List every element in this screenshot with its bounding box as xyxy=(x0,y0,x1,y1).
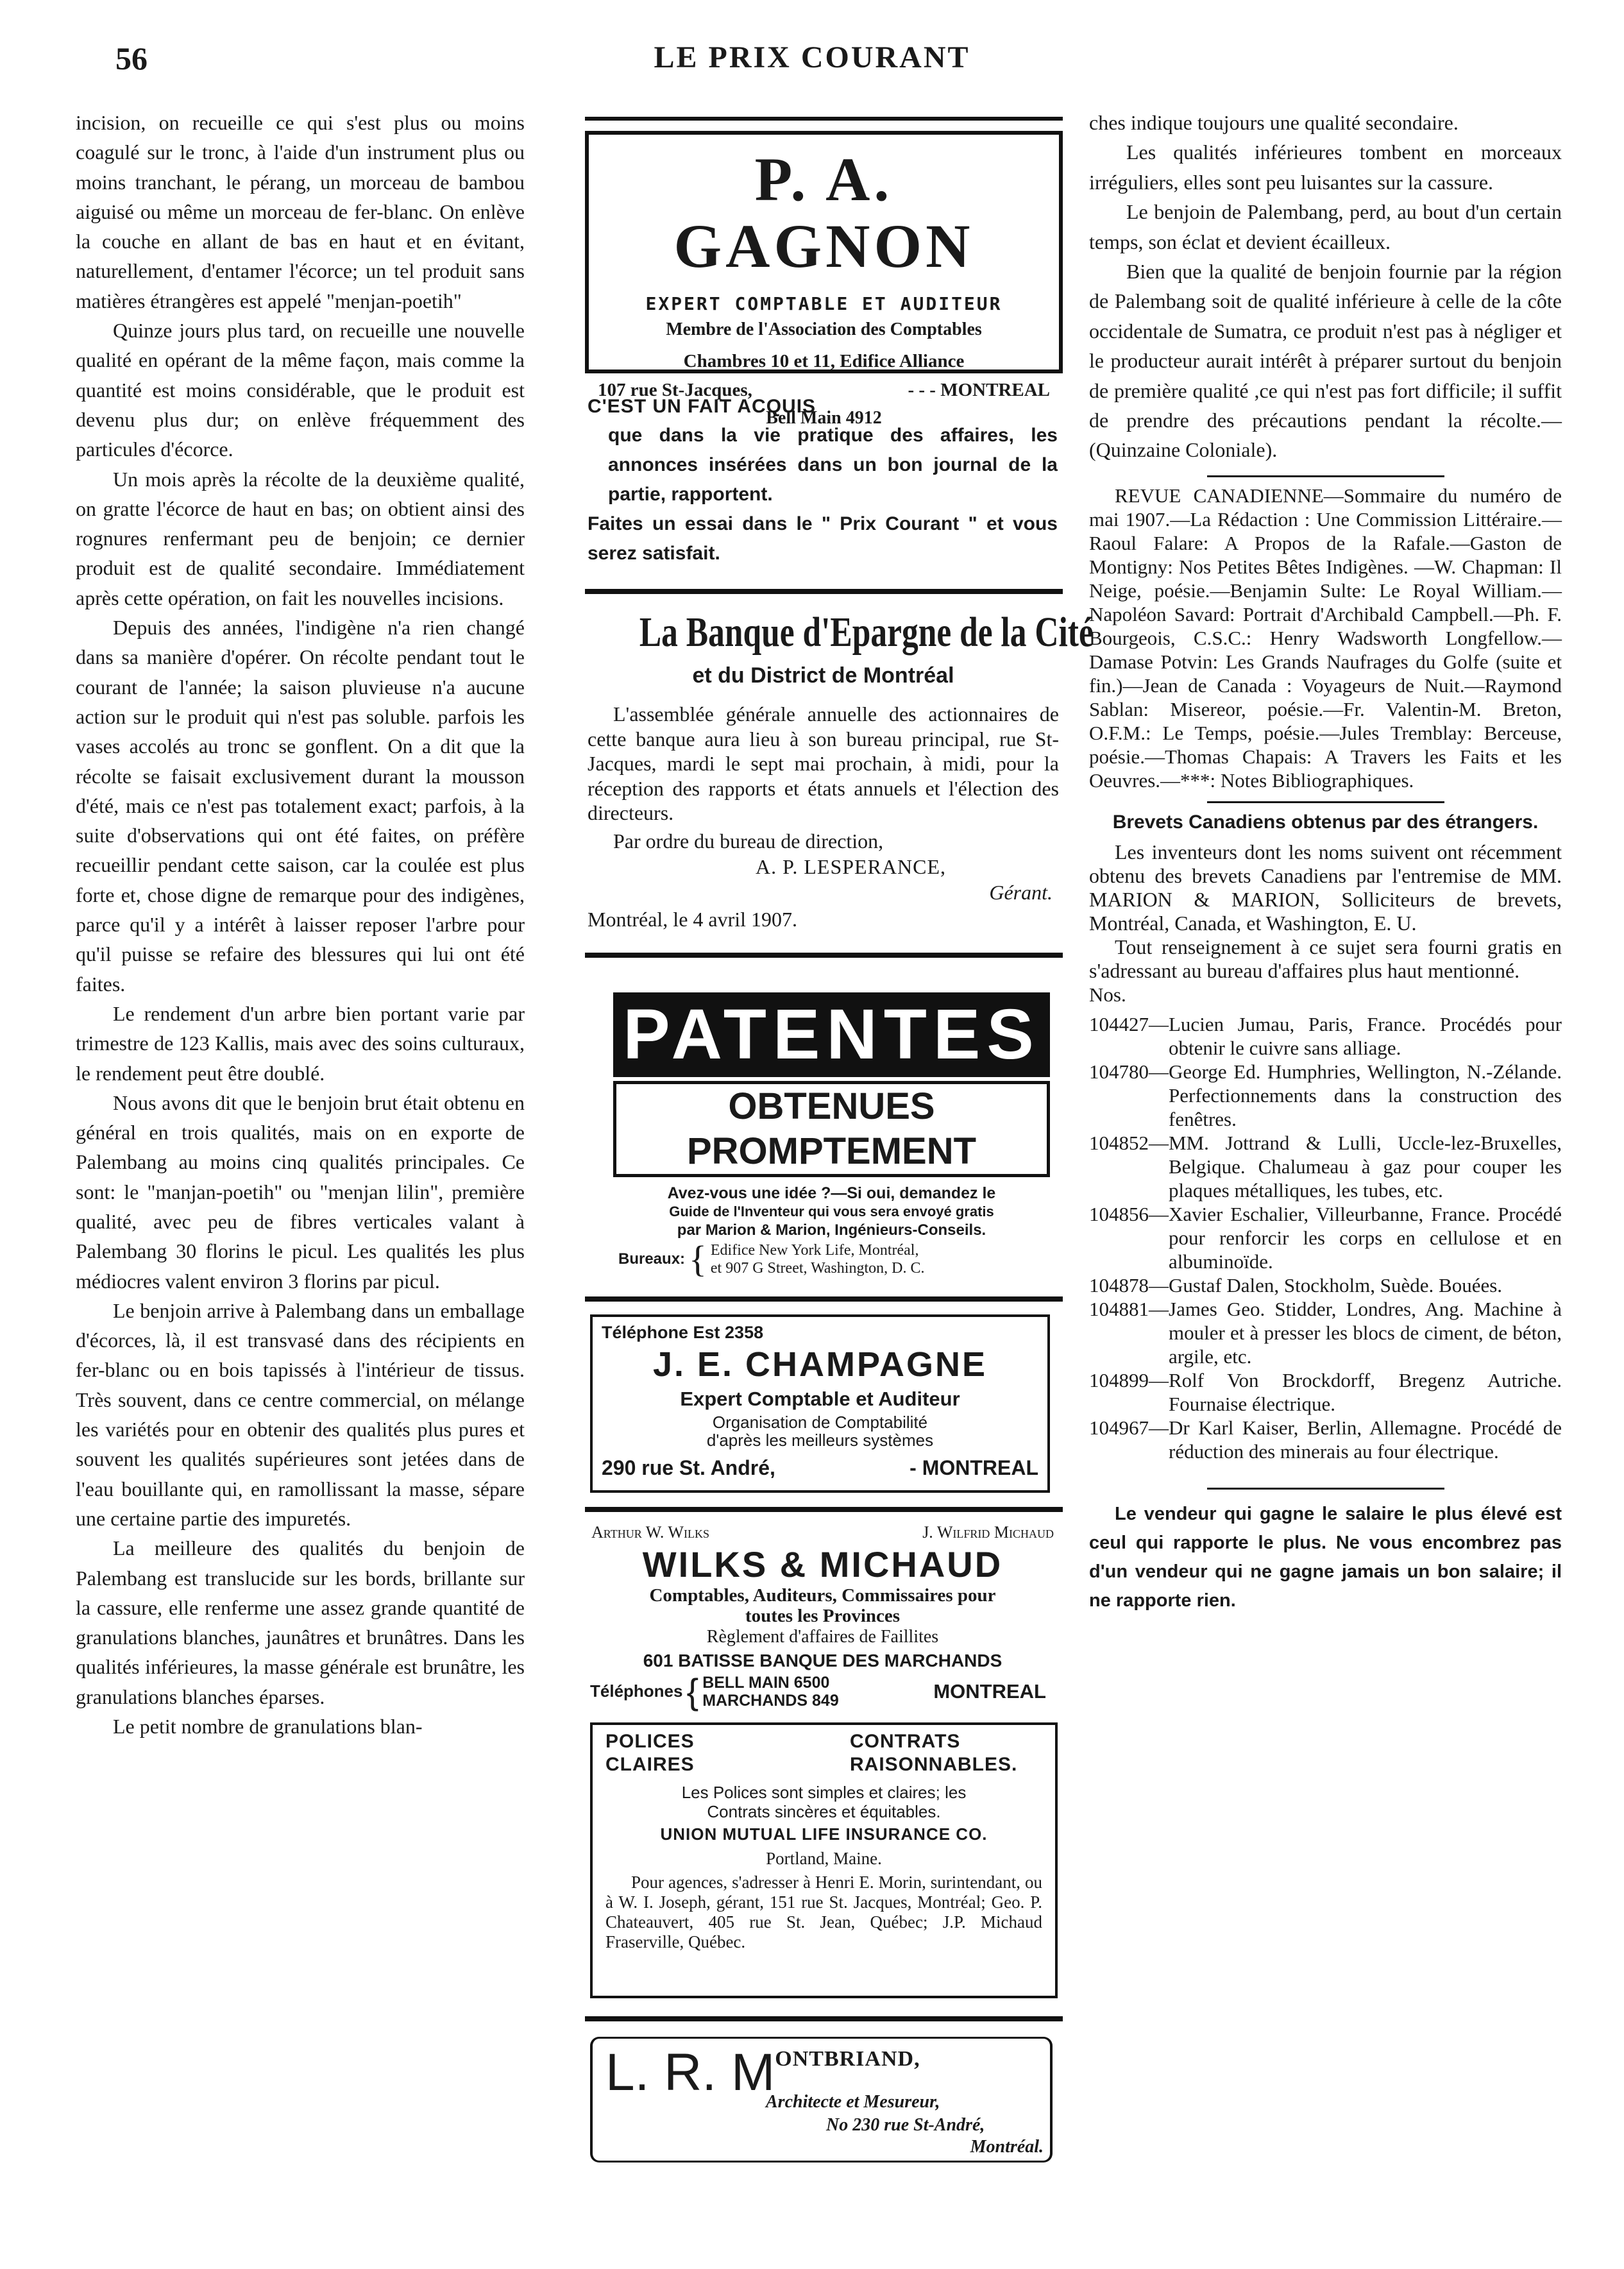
patent-text: Dr Karl Kaiser, Berlin, Allemagne. Procédé de réduction des minerais au four électrique. xyxy=(1169,1416,1562,1463)
banque-role: Gérant. xyxy=(989,880,1053,904)
champagne-street: 290 rue St. André, xyxy=(602,1456,775,1479)
patent-item xyxy=(1089,1131,1562,1202)
wilks-line1: Comptables, Auditeurs, Commissaires pour xyxy=(649,1585,996,1606)
article-paragraph: La meilleure des qualités du benjoin de Palembang est translucide sur les bords, brillante sur la cassure, elle renferme une assez grande quantité de granulations blanches, jaunâtres et brunâtres. Dans les qualités inférieures, la masse générale est brunâtre, les granulations blanches éparses. xyxy=(76,1536,525,1708)
article-paragraph: Les qualités inférieures tombent en morceaux irréguliers, elles sont peu luisantes sur la cassure. xyxy=(1089,140,1562,194)
divider xyxy=(585,953,1063,958)
champagne-line1: Organisation de Comptabilité xyxy=(712,1412,928,1432)
banque-title: La Banque d'Epargne de la Cité xyxy=(639,609,1094,656)
wilks-line2: toutes les Provinces xyxy=(745,1605,901,1626)
ad-gagnon-street: 107 rue St-Jacques, xyxy=(598,380,752,400)
champagne-name: J. E. CHAMPAGNE xyxy=(652,1345,988,1384)
patentes-offices xyxy=(613,1237,1050,1280)
article-paragraph: incision, on recueille ce qui s'est plus ou moins coagulé sur le tronc, à l'aide d'un instrument plus ou moins tranchant, le pérang, un morceau de bambou aiguisé ou même un morceau de fer-blanc. On enlève la couche en allant de bas en haut et en évitant, naturellement, d'entamer l'écorce; un tel produit sans matières étrangères est appelé "menjan-poetih" xyxy=(76,111,525,312)
banque-date: Montréal, le 4 avril 1907. xyxy=(588,907,798,931)
divider xyxy=(585,589,1063,594)
article-paragraph: Depuis des années, l'indigène n'a rien changé dans sa manière d'opérer. On récolte pendant tout le courant de l'année; la saison pluvieuse n'a aucune action sur le produit qui n'est pas soluble. parfois les vases accolés au tronc se gonflent. On a dit que la récolte se faisait exclusivement durant la mousson d'été, mais ce n'est pas totalement exact; parfois, à la suite d'observations qui ont été faites, on préfère recueillir pendant cette saison, car la coulée est plus forte et, chose digne de remarque pour des indigènes, parce qu'il y a intérêt à laisser reposer l'arbre pour qu'il puisse se refaire des blessures qui lui ont été faites. xyxy=(76,616,525,996)
patent-number: 104852— xyxy=(1089,1131,1169,1154)
ad-wilks xyxy=(585,1512,1063,1710)
divider xyxy=(585,1507,1063,1512)
patent-number: 104967— xyxy=(1089,1416,1169,1439)
union-heading-row1 xyxy=(605,1730,1042,1753)
patent-number: 104899— xyxy=(1089,1368,1169,1391)
right-column xyxy=(1089,108,1562,1615)
patent-text: MM. Jottrand & Lulli, Uccle-lez-Bruxelles, Belgique. Chalumeau à gaz pour couper les plaques métalliques, les tubes, etc. xyxy=(1169,1131,1562,1202)
article-paragraph: Bien que la qualité de benjoin fournie par la région de Palembang soit de qualité inférieure à celle de la côte occidentale de Sumatra, ce produit n'est pas à négliger et le producteur aurait intérêt à préparer surtout du benjoin de première qualité ,ce qui n'est pas fort difficile; il suffit de prendre des précautions pendant la récolte.—(Quinzaine Coloniale). xyxy=(1089,260,1562,462)
patentes-line3: par Marion & Marion, Ingénieurs-Conseils. xyxy=(677,1221,986,1239)
champagne-phone: Téléphone Est 2358 xyxy=(602,1322,764,1342)
patent-item xyxy=(1089,1297,1562,1368)
vendeur-notice: Le vendeur qui gagne le salaire le plus élevé est ceul qui rapporte le plus. Ne vous encombrez pas d'un vendeur qui ne gagne jamais un bon salaire; il ne rapporte rien. xyxy=(1089,1503,1562,1611)
union-place: Portland, Maine. xyxy=(766,1848,882,1868)
patentes-line1: Avez-vous une idée ?—Si oui, demandez le xyxy=(667,1184,996,1202)
ad-gagnon-city: - - - MONTREAL xyxy=(908,380,1050,400)
champagne-role: Expert Comptable et Auditeur xyxy=(680,1387,960,1410)
fait-acquis-cta: Faites un essai dans le " Prix Courant " et vous serez satisfait. xyxy=(588,513,1058,564)
banque-signer: A. P. LESPERANCE, xyxy=(756,854,947,878)
union-company: UNION MUTUAL LIFE INSURANCE CO. xyxy=(660,1824,988,1844)
patent-number: 104427— xyxy=(1089,1012,1169,1035)
banque-body: L'assemblée générale annuelle des actionnaires de cette banque aura lieu à son bureau principal, rue St-Jacques, mardi le sept mai prochain, à midi, pour la réception des rapports et états annuels et l'élection des directeurs. xyxy=(588,702,1059,824)
wilks-tel1: BELL MAIN 6500 xyxy=(702,1673,830,1692)
patent-text: Rolf Von Brockdorff, Bregenz Autriche. Fournaise électrique. xyxy=(1169,1368,1562,1415)
union-h1: POLICES xyxy=(605,1730,695,1752)
article-paragraph: Quinze jours plus tard, on recueille une nouvelle qualité en opérant de la même façon, mais comme la quantité est moins considérable, que le produit est devenu plus dur; on enlève fréquemment des particules d'écorce. xyxy=(76,319,525,461)
ad-union xyxy=(590,1722,1058,1998)
divider xyxy=(585,1296,1063,1302)
ad-patentes xyxy=(613,992,1050,1280)
banque-order: Par ordre du bureau de direction, xyxy=(613,829,884,853)
banque-subtitle: et du District de Montréal xyxy=(692,663,954,688)
wilks-address: 601 BATISSE BANQUE DES MARCHANDS xyxy=(643,1650,1002,1670)
patent-number: 104881— xyxy=(1089,1297,1169,1320)
patentes-subtitle: OBTENUES PROMPTEMENT xyxy=(613,1081,1050,1177)
wilks-phones xyxy=(588,1670,1058,1712)
article-paragraph: Le benjoin arrive à Palembang dans un emballage d'écorces, là, il est transvasé dans des récipients en fer-blanc ou en bois tapissés à l'intérieur de tissus. Très souvent, dans ce centre commercial, on mélange les variétés pour en obtenir des qualités plus pures et souvent les qualités supérieures sont jetées dans de l'eau bouillante qui, en ramollissant la masse, sépare une certaine partie des impuretés. xyxy=(76,1298,525,1530)
champagne-address xyxy=(602,1452,1038,1484)
montbriand-address: No 230 rue St-André, xyxy=(826,2114,985,2135)
patent-text: George Ed. Humphries, Wellington, N.-Zélande. Perfectionnements dans la construction des fenêtres. xyxy=(1169,1060,1562,1130)
wilks-tel2: MARCHANDS 849 xyxy=(702,1691,839,1710)
montbriand-name: ONTBRIAND, xyxy=(775,2046,920,2071)
union-line2: Contrats sincères et équitables. xyxy=(707,1801,941,1821)
left-column xyxy=(76,108,525,1741)
brevets-intro-2: Tout renseignement à ce sujet sera fourni gratis en s'adressant au bureau d'affaires plus haut mentionné. xyxy=(1089,935,1562,982)
ad-gagnon-line1: EXPERT COMPTABLE ET AUDITEUR xyxy=(645,293,1002,314)
short-divider xyxy=(1207,475,1444,477)
patent-text: Xavier Eschalier, Villeurbanne, France. Procédé pour renforcir les corps en cellulose et en albuminoïde. xyxy=(1169,1202,1562,1273)
journal-title: LE PRIX COURANT xyxy=(654,40,970,74)
wilks-tel-label: Téléphones xyxy=(590,1681,683,1701)
wilks-city: MONTREAL xyxy=(933,1679,1046,1703)
article-paragraph: Le rendement d'un arbre bien portant varie par trimestre de 123 Kallis, mais avec des soins culturaux, le rendement peut être doublé. xyxy=(76,1001,525,1085)
patent-item xyxy=(1089,1273,1562,1297)
article-paragraph: Le benjoin de Palembang, perd, au bout d'un certain temps, son éclat et devient écailleux. xyxy=(1089,200,1562,253)
brevets-intro: Les inventeurs dont les noms suivent ont récemment obtenu des brevets Canadiens par l'entremise de MM. MARION & MARION, Solliciteurs de brevets, Montréal, Canada, et Washington, E. U. xyxy=(1089,840,1562,935)
patent-item xyxy=(1089,1012,1562,1060)
wilks-partner1: Arthur W. Wilks xyxy=(591,1522,709,1542)
article-paragraph: Un mois après la récolte de la deuxième qualité, on gratte l'écorce de haut en bas; on obtient ainsi des rognures renfermant peu de benjoin; ce dernier produit est de qualité secondaire. Immédiatement après cette opération, on fait les nouvelles incisions. xyxy=(76,467,525,609)
union-h2: CONTRATS xyxy=(850,1730,961,1752)
fait-acquis-heading: C'EST UN FAIT ACQUIS xyxy=(588,396,816,417)
brevets-title: Brevets Canadiens obtenus par des étrangers. xyxy=(1112,811,1539,833)
patentes-office1: Edifice New York Life, Montréal, xyxy=(710,1241,919,1259)
patentes-bureaux-label: Bureaux: xyxy=(618,1250,686,1268)
union-line1: Les Polices sont simples et claires; les xyxy=(681,1782,967,1802)
union-agents: Pour agences, s'adresser à Henri E. Morin, surintendant, ou à W. I. Joseph, gérant, 151 rue St. Jacques, Montréal; Geo. P. Chateauvert, 405 rue St. Jean, Québec; J.P. Michaud Fraserville, Québec. xyxy=(605,1872,1042,1951)
union-h3: CLAIRES xyxy=(605,1753,695,1775)
brevets-nos-label: Nos. xyxy=(1089,983,1126,1006)
ad-banque xyxy=(585,594,1094,933)
patent-number: 104878— xyxy=(1089,1273,1169,1296)
brace: { xyxy=(689,1237,707,1280)
ad-gagnon-line2: Membre de l'Association des Comptables xyxy=(666,319,982,339)
brace: { xyxy=(686,1670,699,1712)
patent-text: Lucien Jumau, Paris, France. Procédés pour obtenir le cuivre sans alliage. xyxy=(1169,1012,1562,1059)
champagne-line2: d'après les meilleurs systèmes xyxy=(706,1430,934,1450)
patent-number: 104856— xyxy=(1089,1202,1169,1225)
ad-gagnon-phone: Bell Main 4912 xyxy=(766,408,882,428)
divider xyxy=(585,117,1063,121)
montbriand-initials: L. R. M xyxy=(605,2043,775,2102)
page-number: 56 xyxy=(115,40,148,76)
ad-gagnon-line3: Chambres 10 et 11, Edifice Alliance xyxy=(683,351,965,371)
revue-canadienne: REVUE CANADIENNE—Sommaire du numéro de mai 1907.—La Rédaction : Une Commission Littéraire.—Raoul Falare: A Propos de la Rafale.—Gaston de Montigny: Nos Petites Bêtes Indigènes. —W. Chapman: Il Neige, poésie.—Benjamin Sulte: Le Royal William.—Napoléon Savard: Portrait d'Archibald Campbell.—Ph. F. Bourgeois, C.S.C.: Henry Wadsworth Longfellow.—Damase Potvin: Les Grands Naufrages du Golfe (suite et fin.)—Jean de Canada : Voyageurs de Nuit.—Raymond Sablan: Misereor, poésie.—Fr. Valentin-M. Breton, O.F.M.: Le Temps, poésie.—Jules Tremblay: Berceuse, poésie.—Thomas Chapais: A Travers les Faits et les Oeuvres.—***: Notes Bibliographiques. xyxy=(1089,484,1562,792)
patentes-line2: Guide de l'Inventeur qui vous sera envoyé gratis xyxy=(669,1203,994,1219)
wilks-name: WILKS & MICHAUD xyxy=(642,1543,1003,1585)
brevets-list xyxy=(1089,1012,1562,1463)
patentes-office2: et 907 G Street, Washington, D. C. xyxy=(710,1259,925,1277)
ad-montbriand xyxy=(590,2037,1053,2163)
patent-item xyxy=(1089,1202,1562,1273)
wilks-line3: Règlement d'affaires de Faillites xyxy=(706,1626,939,1647)
union-heading-row2 xyxy=(605,1753,1042,1776)
patent-text: James Geo. Stidder, Londres, Ang. Machine à mouler et à presser les blocs de ciment, de béton, argile, etc. xyxy=(1169,1297,1562,1368)
middle-column xyxy=(585,108,1094,2163)
divider xyxy=(585,2016,1063,2021)
ad-champagne xyxy=(590,1314,1050,1493)
article-paragraph: Le petit nombre de granulations blan- xyxy=(113,1715,423,1738)
patent-item xyxy=(1089,1060,1562,1131)
article-paragraph: ches indique toujours une qualité secondaire. xyxy=(1089,111,1459,134)
article-paragraph: Nous avons dit que le benjoin brut était obtenu en général en trois qualités, mais on en exporte de Palembang au moins cinq qualités principales. Ce sont: le "manjan-poetih" ou "menjan lilin", première qualité, avec peu de fibres verticales valant à Palembang 30 florins le picul. Les qualités les plus médiocres valent environ 3 florins par picul. xyxy=(76,1091,525,1293)
patent-item xyxy=(1089,1368,1562,1416)
patent-text: Gustaf Dalen, Stockholm, Suède. Bouées. xyxy=(1169,1273,1503,1296)
montbriand-city: Montréal. xyxy=(970,2136,1044,2157)
wilks-partner2: J. Wilfrid Michaud xyxy=(922,1522,1054,1542)
patent-item xyxy=(1089,1416,1562,1463)
union-h4: RAISONNABLES. xyxy=(850,1753,1018,1775)
montbriand-role: Architecte et Mesureur, xyxy=(766,2091,940,2112)
patent-number: 104780— xyxy=(1089,1060,1169,1083)
ad-gagnon-name: P. A. GAGNON xyxy=(673,145,974,280)
wilks-partners xyxy=(588,1521,1058,1544)
fait-acquis-body: que dans la vie pratique des affaires, les annonces insérées dans un bon journal de la partie, rapportent. xyxy=(608,425,1058,505)
short-divider xyxy=(1207,1488,1444,1490)
patentes-title: PATENTES xyxy=(613,992,1050,1077)
short-divider xyxy=(1207,801,1444,803)
champagne-city: - MONTREAL xyxy=(909,1456,1038,1479)
